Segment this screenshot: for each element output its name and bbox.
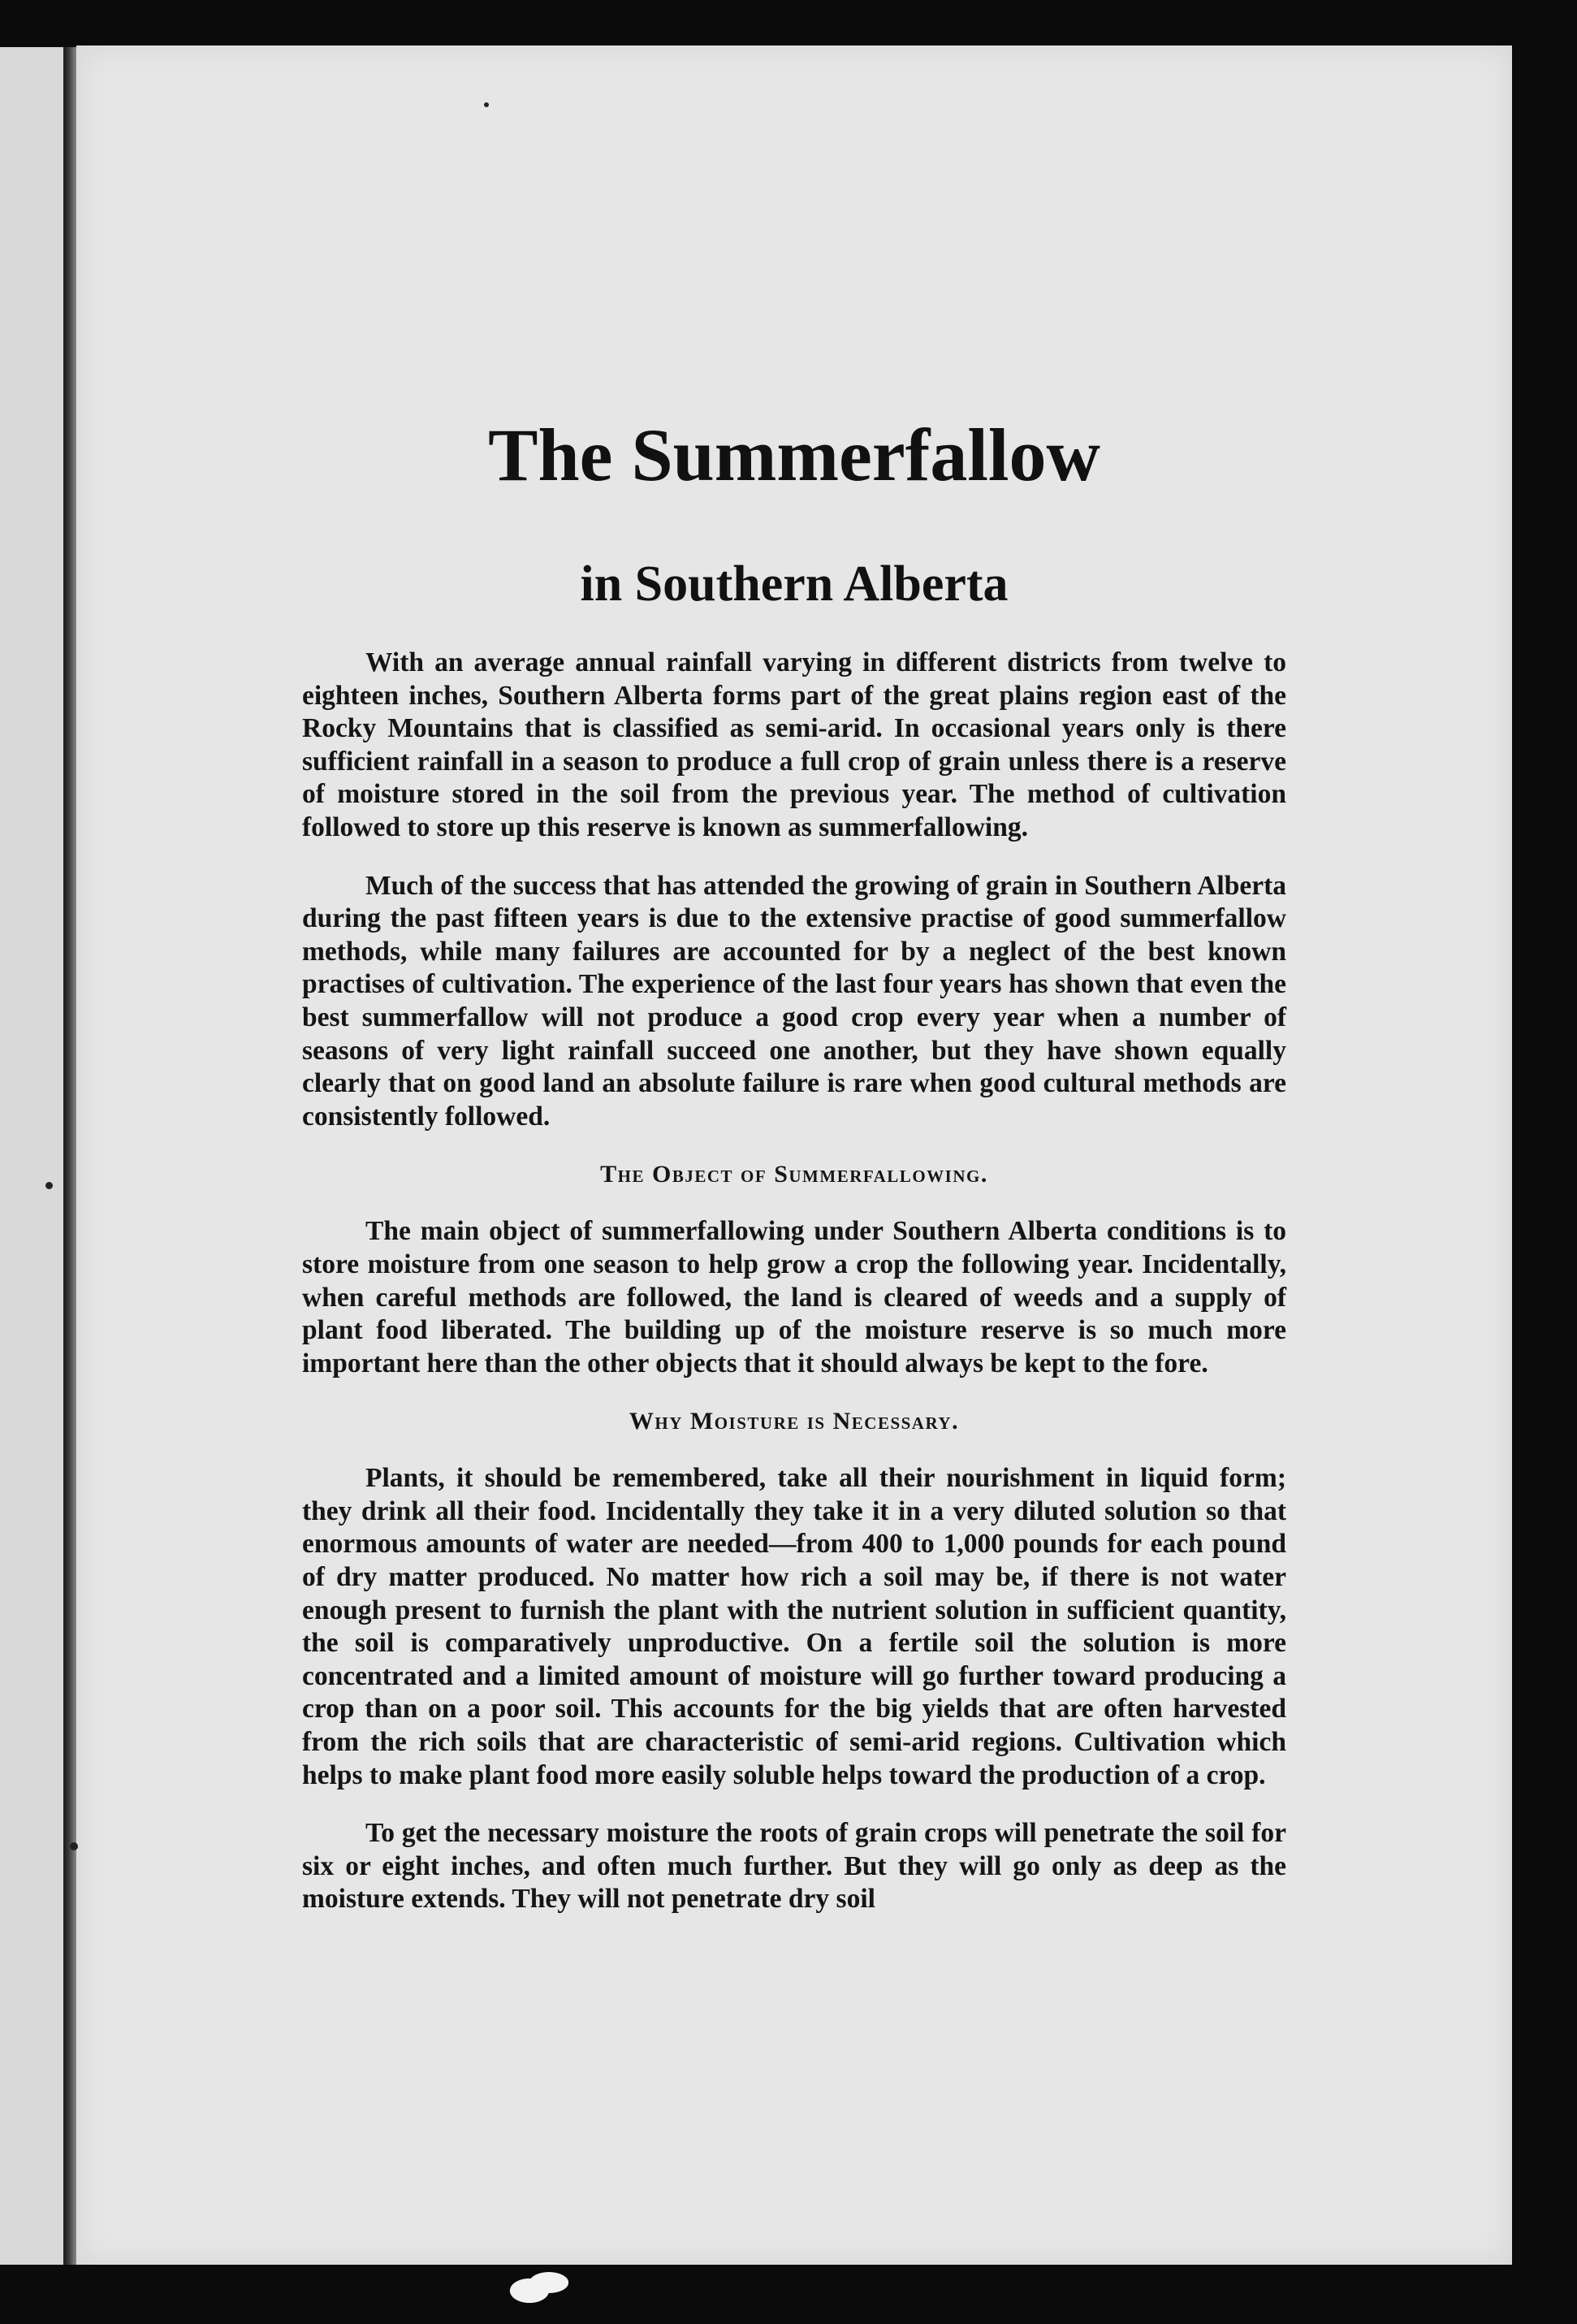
binding-gutter: [63, 47, 76, 2265]
paragraph-object: The main object of summerfallowing under Southern Alberta conditions is to store moisture from one season to help grow a crop the following year. Incidentally, when careful methods are followed, the land is cleared of weeds and a supply of plant food liberated. The building up of the moisture reserve is so much more important here than the other objects that it should always be kept to the fore.: [302, 1216, 1286, 1378]
margin-dot: [70, 1842, 78, 1850]
document-page: [76, 45, 1512, 2265]
paragraph-intro: With an average annual rainfall varying in different districts from twelve to eighteen inches, Southern Alberta forms part of the great plains region east of the Rocky Mountains that is classified as semi-arid. In occasional years only is there sufficient rainfall in a season to produce a full crop of grain unless there is a reserve of moisture stored in the soil from the previous year. The method of cultivation followed to store up this reserve is known as summerfallowing.: [302, 647, 1286, 842]
margin-dot: [45, 1182, 53, 1189]
paragraph-success: Much of the success that has attended the growing of grain in Southern Alberta during the past fifteen years is due to the extensive practise of good summerfallow methods, while many failures are accounted for by a neglect of the best known practises of cultivation. The experience of the last four years has shown that even the best summerfallow will not produce a good crop every year when a number of seasons of very light rainfall succeed one another, but they have shown equally clearly that on good land an absolute failure is rare when good cultural methods are consistently followed.: [302, 870, 1286, 1132]
page-subtitle: in Southern Alberta: [580, 556, 1009, 612]
speck: [484, 102, 489, 107]
section-heading-moisture: Why Moisture is Necessary.: [629, 1408, 960, 1435]
paragraph-moisture: Plants, it should be remembered, take all their nourishment in liquid form; they drink all their food. Incidentally they take it in a very diluted solution so that enormous amounts of water are needed—from 400 to 1,000 pounds for each pound of dry matter produced. No matter how rich a soil may be, if there is not water enough present to furnish the plant with the nutrient solution in sufficient quantity, the soil is comparatively unproductive. On a fertile soil the solution is more concentrated and a limited amount of moisture will go further toward producing a crop than on a poor soil. This accounts for the big yields that are often harvested from the rich soils that are characteristic of semi-arid regions. Cultivation which helps to make plant food more easily soluble helps toward the production of a crop.: [302, 1463, 1286, 1790]
previous-page-edge: [0, 47, 65, 2265]
paragraph-roots: To get the necessary moisture the roots of grain crops will penetrate the soil for six or eight inches, and often much further. But they will go only as deep as the moisture extends. They will not penetrate dry soil: [302, 1818, 1286, 1915]
page-title: The Summerfallow: [488, 413, 1100, 496]
document-body: [302, 647, 1286, 1916]
scanner-artifact: [503, 2266, 568, 2307]
section-heading-object: The Object of Summerfallowing.: [600, 1161, 988, 1188]
